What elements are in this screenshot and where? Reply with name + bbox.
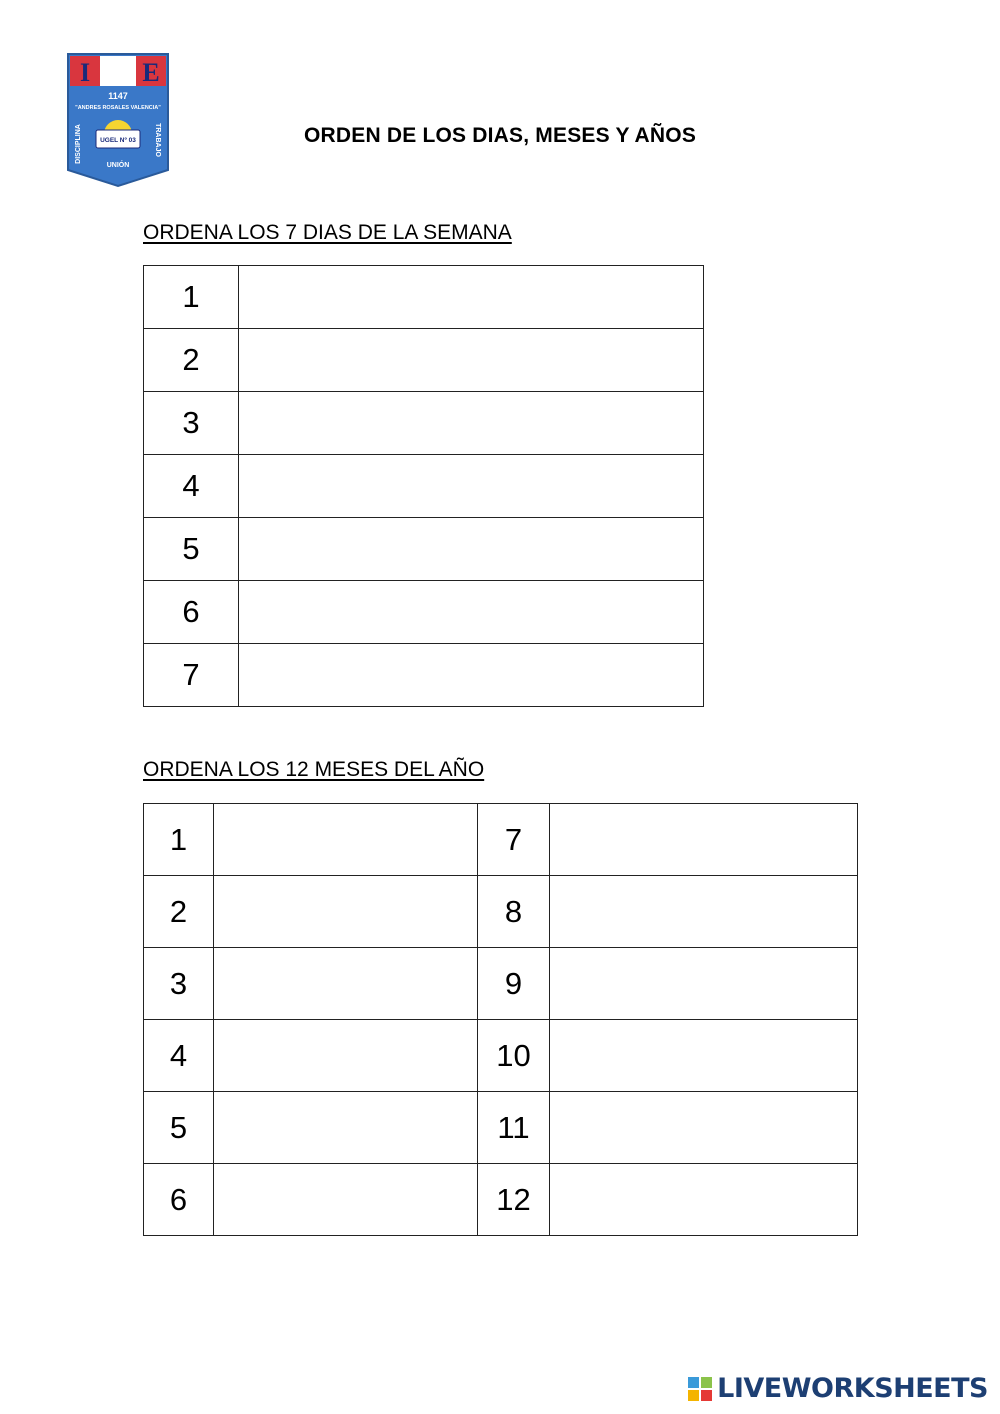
- day-number: 5: [144, 518, 239, 581]
- month-number: 10: [478, 1020, 550, 1092]
- month-number: 12: [478, 1164, 550, 1236]
- page-title: ORDEN DE LOS DIAS, MESES Y AÑOS: [303, 124, 697, 147]
- day-number: 2: [144, 329, 239, 392]
- day-number: 7: [144, 644, 239, 707]
- month-answer-cell[interactable]: [214, 876, 478, 948]
- day-answer-cell[interactable]: [239, 392, 704, 455]
- days-table: [143, 265, 704, 707]
- month-row: [144, 1020, 858, 1092]
- month-number: 3: [144, 948, 214, 1020]
- month-number: 1: [144, 804, 214, 876]
- day-answer-cell[interactable]: [239, 581, 704, 644]
- svg-text:"ANDRES ROSALES VALENCIA": "ANDRES ROSALES VALENCIA": [75, 105, 161, 111]
- day-answer-cell[interactable]: [239, 329, 704, 392]
- day-row: [144, 581, 704, 644]
- school-crest-logo: [66, 52, 170, 188]
- month-answer-cell[interactable]: [550, 1092, 858, 1164]
- svg-text:UNIÓN: UNIÓN: [106, 162, 130, 169]
- svg-text:DISCIPLINA: DISCIPLINA: [75, 124, 82, 164]
- month-answer-cell[interactable]: [214, 948, 478, 1020]
- day-answer-cell[interactable]: [239, 266, 704, 329]
- day-number: 1: [144, 266, 239, 329]
- month-number: 6: [144, 1164, 214, 1236]
- day-answer-cell[interactable]: [239, 644, 704, 707]
- month-row: [144, 876, 858, 948]
- month-answer-cell[interactable]: [550, 948, 858, 1020]
- month-answer-cell[interactable]: [550, 1164, 858, 1236]
- months-table: [143, 803, 858, 1236]
- svg-text:E: E: [142, 58, 160, 87]
- day-row: [144, 266, 704, 329]
- svg-text:TRABAJO: TRABAJO: [154, 123, 161, 157]
- month-row: [144, 1092, 858, 1164]
- month-number: 11: [478, 1092, 550, 1164]
- month-number: 4: [144, 1020, 214, 1092]
- day-row: [144, 455, 704, 518]
- day-number: 3: [144, 392, 239, 455]
- liveworksheets-brand: [687, 1373, 988, 1404]
- months-heading: ORDENA LOS 12 MESES DEL AÑO: [143, 758, 485, 781]
- days-heading: ORDENA LOS 7 DIAS DE LA SEMANA: [143, 221, 512, 244]
- month-answer-cell[interactable]: [550, 804, 858, 876]
- liveworksheets-logo-icon: [687, 1376, 713, 1402]
- month-row: [144, 1164, 858, 1236]
- month-answer-cell[interactable]: [214, 1020, 478, 1092]
- day-row: [144, 518, 704, 581]
- day-answer-cell[interactable]: [239, 455, 704, 518]
- day-row: [144, 644, 704, 707]
- month-number: 9: [478, 948, 550, 1020]
- day-number: 6: [144, 581, 239, 644]
- month-number: 5: [144, 1092, 214, 1164]
- month-number: 7: [478, 804, 550, 876]
- month-answer-cell[interactable]: [550, 1020, 858, 1092]
- month-answer-cell[interactable]: [214, 1164, 478, 1236]
- month-row: [144, 948, 858, 1020]
- svg-text:UGEL Nº 03: UGEL Nº 03: [100, 137, 136, 144]
- brand-name: LIVEWORKSHEETS: [717, 1373, 988, 1404]
- day-number: 4: [144, 455, 239, 518]
- svg-text:I: I: [79, 58, 91, 87]
- day-row: [144, 392, 704, 455]
- month-answer-cell[interactable]: [214, 804, 478, 876]
- month-answer-cell[interactable]: [550, 876, 858, 948]
- svg-text:1147: 1147: [108, 91, 128, 101]
- day-answer-cell[interactable]: [239, 518, 704, 581]
- month-number: 8: [478, 876, 550, 948]
- month-number: 2: [144, 876, 214, 948]
- day-row: [144, 329, 704, 392]
- month-row: [144, 804, 858, 876]
- month-answer-cell[interactable]: [214, 1092, 478, 1164]
